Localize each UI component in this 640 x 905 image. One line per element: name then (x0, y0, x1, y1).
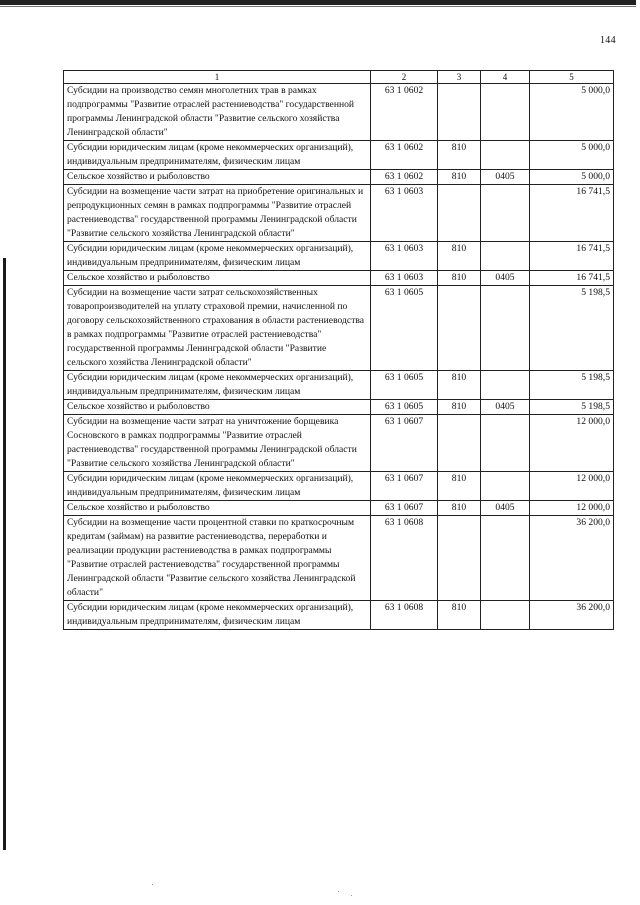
row-amount: 36 200,0 (530, 601, 614, 630)
row-expense-type (438, 286, 481, 371)
row-expense-type: 810 (438, 371, 481, 400)
row-section (481, 516, 530, 601)
row-name: Сельское хозяйство и рыболовство (64, 400, 371, 415)
row-section (481, 371, 530, 400)
row-amount: 16 741,5 (530, 242, 614, 271)
row-section (481, 242, 530, 271)
row-target-code: 63 1 0608 (371, 601, 438, 630)
row-expense-type: 810 (438, 601, 481, 630)
budget-table (63, 70, 614, 630)
table-row (64, 601, 614, 630)
row-section (481, 286, 530, 371)
row-name: Сельское хозяйство и рыболовство (64, 501, 371, 516)
row-amount: 5 000,0 (530, 84, 614, 141)
row-amount: 12 000,0 (530, 472, 614, 501)
row-target-code: 63 1 0602 (371, 170, 438, 185)
row-name: Субсидии на возмещение части затрат на уничтожение борщевика Сосновского в рамках подпрограммы "Развитие отраслей растениеводства" государственной программы Ленинградской области "Развитие сельского хозяйства Ленинградской области" (64, 415, 371, 472)
row-amount: 5 198,5 (530, 371, 614, 400)
table-row (64, 371, 614, 400)
row-expense-type: 810 (438, 271, 481, 286)
row-target-code: 63 1 0603 (371, 242, 438, 271)
row-section: 0405 (481, 501, 530, 516)
row-target-code: 63 1 0605 (371, 371, 438, 400)
row-amount: 36 200,0 (530, 516, 614, 601)
header-col-4: 4 (481, 71, 530, 84)
header-col-1: 1 (64, 71, 371, 84)
row-amount: 5 000,0 (530, 170, 614, 185)
row-target-code: 63 1 0603 (371, 271, 438, 286)
row-section (481, 472, 530, 501)
row-section (481, 601, 530, 630)
row-name: Субсидии юридическим лицам (кроме некоммерческих организаций), индивидуальным предпринимателям, физическим лицам (64, 141, 371, 170)
table-row (64, 185, 614, 242)
row-target-code: 63 1 0602 (371, 84, 438, 141)
row-amount: 5 198,5 (530, 286, 614, 371)
row-amount: 12 000,0 (530, 501, 614, 516)
row-name: Субсидии на производство семян многолетних трав в рамках подпрограммы "Развитие отраслей растениеводства" государственной программы Ленинградской области "Развитие сельского хозяйства Ленинградской области" (64, 84, 371, 141)
row-target-code: 63 1 0607 (371, 472, 438, 501)
row-expense-type: 810 (438, 242, 481, 271)
table-header-row (64, 71, 614, 84)
table-row (64, 286, 614, 371)
table-row (64, 170, 614, 185)
row-expense-type: 810 (438, 501, 481, 516)
row-amount: 16 741,5 (530, 271, 614, 286)
row-name: Субсидии юридическим лицам (кроме некоммерческих организаций), индивидуальным предпринимателям, физическим лицам (64, 371, 371, 400)
row-section: 0405 (481, 400, 530, 415)
row-section: 0405 (481, 271, 530, 286)
row-expense-type (438, 516, 481, 601)
row-section (481, 84, 530, 141)
table-row (64, 400, 614, 415)
row-target-code: 63 1 0602 (371, 141, 438, 170)
row-name: Сельское хозяйство и рыболовство (64, 271, 371, 286)
row-name: Субсидии юридическим лицам (кроме некоммерческих организаций), индивидуальным предпринимателям, физическим лицам (64, 242, 371, 271)
row-section (481, 141, 530, 170)
row-section (481, 185, 530, 242)
row-name: Субсидии на возмещение части процентной ставки по краткосрочным кредитам (займам) на развитие растениеводства, переработки и реализации продукции растениеводства в рамках подпрограммы "Развитие отраслей растениеводства" государственной программы Ленинградской области "Развитие сельского хозяйства Ленинградской области" (64, 516, 371, 601)
row-amount: 5 000,0 (530, 141, 614, 170)
header-col-3: 3 (438, 71, 481, 84)
scan-left-edge-mark (3, 258, 6, 850)
row-amount: 12 000,0 (530, 415, 614, 472)
row-expense-type (438, 84, 481, 141)
row-expense-type: 810 (438, 141, 481, 170)
table-row (64, 271, 614, 286)
row-expense-type: 810 (438, 400, 481, 415)
table-row (64, 84, 614, 141)
row-target-code: 63 1 0607 (371, 415, 438, 472)
row-name: Сельское хозяйство и рыболовство (64, 170, 371, 185)
header-col-5: 5 (530, 71, 614, 84)
row-expense-type: 810 (438, 170, 481, 185)
row-name: Субсидии на возмещение части затрат на приобретение оригинальных и репродукционных семян в рамках подпрограммы "Развитие отраслей растениеводства" государственной программы Ленинградской области "Развитие сельского хозяйства Ленинградской области" (64, 185, 371, 242)
table-row (64, 472, 614, 501)
row-target-code: 63 1 0603 (371, 185, 438, 242)
scan-top-border (0, 0, 636, 5)
page-number: 144 (600, 35, 616, 46)
row-name: Субсидии юридическим лицам (кроме некоммерческих организаций), индивидуальным предпринимателям, физическим лицам (64, 472, 371, 501)
row-target-code: 63 1 0608 (371, 516, 438, 601)
scan-speck (338, 891, 339, 892)
row-section (481, 415, 530, 472)
row-section: 0405 (481, 170, 530, 185)
scan-top-border-thin (0, 6, 636, 7)
table-row (64, 501, 614, 516)
table-row (64, 415, 614, 472)
row-amount: 16 741,5 (530, 185, 614, 242)
row-target-code: 63 1 0605 (371, 286, 438, 371)
row-target-code: 63 1 0605 (371, 400, 438, 415)
scan-speck (152, 884, 153, 885)
row-name: Субсидии на возмещение части затрат сельскохозяйственных товаропроизводителей на уплату страховой премии, начисленной по договору сельскохозяйственного страхования в области растениеводства в рамках подпрограммы "Развитие отраслей растениеводства" государственной программы Ленинградской области "Развитие сельского хозяйства Ленинградской области" (64, 286, 371, 371)
row-target-code: 63 1 0607 (371, 501, 438, 516)
table-row (64, 516, 614, 601)
table-row (64, 141, 614, 170)
row-expense-type (438, 415, 481, 472)
row-name: Субсидии юридическим лицам (кроме некоммерческих организаций), индивидуальным предпринимателям, физическим лицам (64, 601, 371, 630)
header-col-2: 2 (371, 71, 438, 84)
row-expense-type: 810 (438, 472, 481, 501)
row-amount: 5 198,5 (530, 400, 614, 415)
row-expense-type (438, 185, 481, 242)
scan-speck (351, 895, 352, 896)
table-row (64, 242, 614, 271)
